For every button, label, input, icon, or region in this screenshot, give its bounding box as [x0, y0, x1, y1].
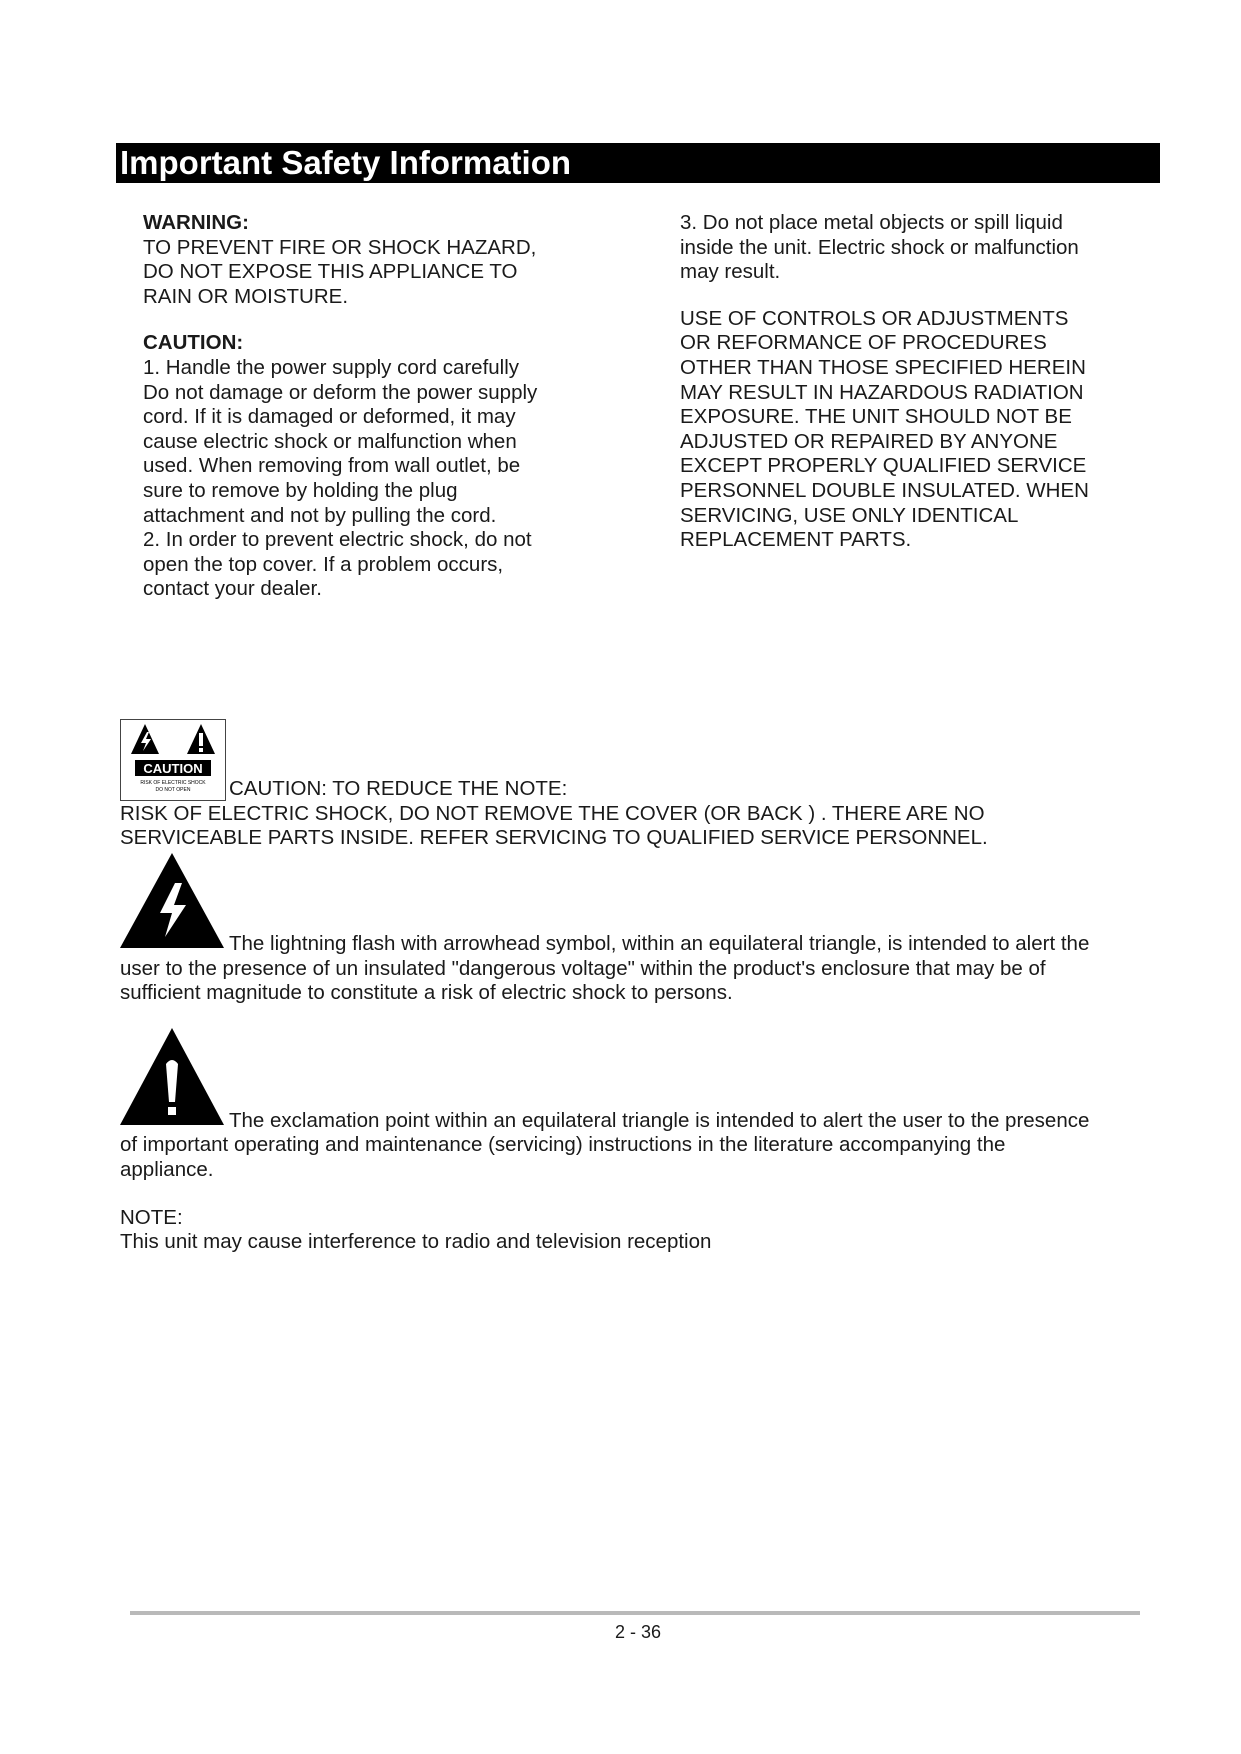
warning-line: RAIN OR MOISTURE.	[143, 284, 349, 308]
title-bar	[116, 143, 1160, 183]
controls-line: OR REFORMANCE OF PROCEDURES	[680, 331, 1047, 355]
caution-heading: CAUTION:	[143, 331, 244, 355]
exclamation-line2: of important operating and maintenance (servicing) instructions in the literature accompanying the	[120, 1133, 1006, 1156]
exclamation-line3: appliance.	[120, 1158, 214, 1181]
lightning-line3: sufficient magnitude to constitute a risk of electric shock to persons.	[120, 981, 733, 1004]
page-title: Important Safety Information	[120, 144, 572, 181]
item3-line: inside the unit. Electric shock or malfunction	[680, 235, 1079, 259]
lightning-inline-text: The lightning flash with arrowhead symbol, within an equilateral triangle, is intended to alert the	[229, 932, 1090, 955]
caution-line: cord. If it is damaged or deformed, it may	[143, 405, 516, 429]
caution-small-line1: RISK OF ELECTRIC SHOCK	[140, 780, 206, 786]
page-number: 2 - 36	[614, 1622, 662, 1642]
controls-line: OTHER THAN THOSE SPECIFIED HEREIN	[680, 355, 1086, 379]
caution-line3: SERVICEABLE PARTS INSIDE. REFER SERVICING TO QUALIFIED SERVICE PERSONNEL.	[120, 826, 988, 849]
controls-line: EXPOSURE. THE UNIT SHOULD NOT BE	[680, 405, 1072, 429]
caution-line: used. When removing from wall outlet, be	[143, 454, 521, 478]
caution-line: contact your dealer.	[143, 577, 322, 601]
controls-line: USE OF CONTROLS OR ADJUSTMENTS	[680, 306, 1069, 330]
warning-heading: WARNING:	[143, 211, 249, 234]
item3-line: may result.	[680, 260, 781, 284]
caution-line: attachment and not by pulling the cord.	[143, 503, 497, 527]
warning-line: DO NOT EXPOSE THIS APPLIANCE TO	[143, 260, 518, 284]
controls-line: SERVICING, USE ONLY IDENTICAL	[680, 503, 1019, 527]
caution-line: 1. Handle the power supply cord carefully	[143, 355, 520, 379]
controls-line: REPLACEMENT PARTS.	[680, 528, 912, 552]
lightning-triangle-icon	[120, 853, 224, 949]
caution-line: sure to remove by holding the plug	[143, 478, 458, 502]
caution-line: Do not damage or deform the power supply	[143, 380, 538, 404]
caution-badge-text: CAUTION	[143, 761, 203, 776]
left-column	[143, 211, 603, 602]
exclamation-triangle-icon	[120, 1028, 224, 1126]
warning-line: TO PREVENT FIRE OR SHOCK HAZARD,	[143, 235, 537, 259]
caution-small-line2: DO NOT OPEN	[155, 787, 191, 793]
right-column	[680, 211, 1150, 553]
controls-line: PERSONNEL DOUBLE INSULATED. WHEN	[680, 478, 1089, 502]
item3-line: 3. Do not place metal objects or spill liquid	[680, 211, 1063, 234]
note-text: This unit may cause interference to radio and television reception	[120, 1230, 712, 1253]
lightning-line2: user to the presence of un insulated "dangerous voltage" within the product's enclosure that may be of	[120, 957, 1046, 980]
controls-line: MAY RESULT IN HAZARDOUS RADIATION	[680, 380, 1084, 404]
caution-line: cause electric shock or malfunction when	[143, 429, 517, 453]
note-heading: NOTE:	[120, 1206, 183, 1229]
footer-divider	[130, 1611, 1140, 1615]
caution-inline-text: CAUTION: TO REDUCE THE NOTE:	[229, 777, 568, 800]
caution-label-icon	[120, 719, 226, 801]
caution-line2: RISK OF ELECTRIC SHOCK, DO NOT REMOVE THE COVER (OR BACK ) . THERE ARE NO	[120, 802, 985, 825]
caution-line: 2. In order to prevent electric shock, do not	[143, 528, 532, 552]
controls-line: ADJUSTED OR REPAIRED BY ANYONE	[680, 429, 1058, 453]
controls-line: EXCEPT PROPERLY QUALIFIED SERVICE	[680, 454, 1087, 478]
caution-line: open the top cover. If a problem occurs,	[143, 552, 504, 576]
exclamation-inline-text: The exclamation point within an equilateral triangle is intended to alert the user to the presence	[229, 1109, 1090, 1132]
